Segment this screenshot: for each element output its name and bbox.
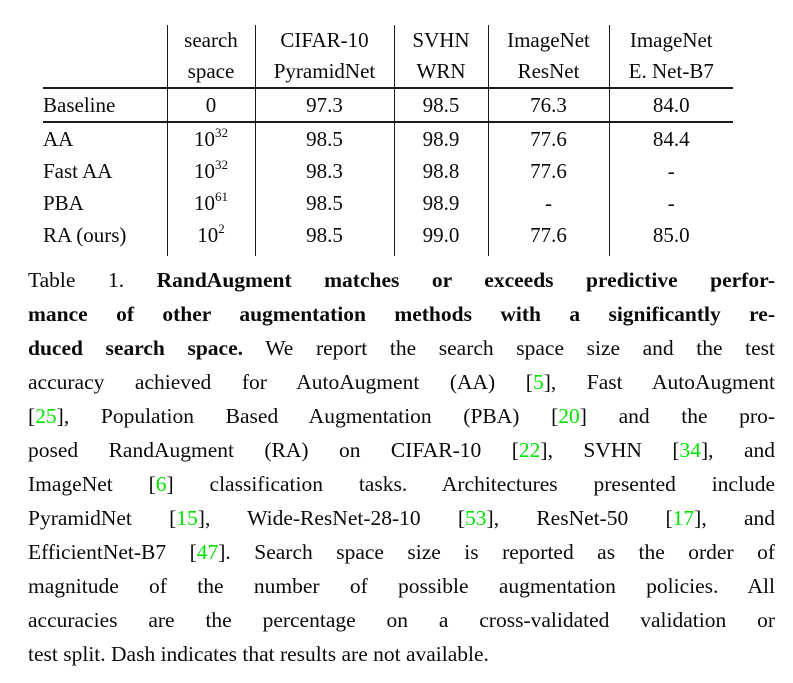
citation-link[interactable]: [25] <box>28 404 64 428</box>
cell-search-space <box>167 187 255 219</box>
search-space-base: 10 <box>194 126 215 151</box>
caption-text-run: ImageNet <box>28 472 149 496</box>
caption-line <box>28 297 775 331</box>
citation-number: 47 <box>196 540 219 564</box>
search-space-exponent: 32 <box>215 124 228 140</box>
caption-text-run: . Search space size is reported as the order of <box>225 540 775 564</box>
caption-line <box>28 365 775 399</box>
caption-text-run: magnitude of the number of possible augmentation policies. All <box>28 574 775 598</box>
search-space-exponent: 32 <box>215 156 228 172</box>
caption-text-run: , ResNet-50 <box>493 506 666 530</box>
caption-line <box>28 637 775 671</box>
caption-text-run: , Population Based Augmentation (PBA) <box>63 404 552 428</box>
caption-line <box>28 603 775 637</box>
search-space-base: 0 <box>205 92 217 117</box>
table-caption <box>28 263 775 671</box>
caption-text-run: mance of other augmentation methods with a significantly re- <box>28 302 775 326</box>
citation-number: 20 <box>558 404 580 428</box>
caption-text-run: , Wide-ResNet-28-10 <box>204 506 458 530</box>
citation-link[interactable]: [34] <box>672 438 709 462</box>
citation-link[interactable]: [6] <box>148 472 174 496</box>
search-space-base: 10 <box>197 222 219 247</box>
cell-imagenet-resnet: 76.3 <box>488 88 609 122</box>
caption-line <box>28 399 775 433</box>
cell-svhn: 98.5 <box>394 88 488 122</box>
col-header-line2: space <box>187 59 235 83</box>
col-header-line1: ImageNet <box>629 28 713 52</box>
row-label: RA (ours) <box>43 222 127 247</box>
citation-link[interactable]: [5] <box>525 370 551 394</box>
caption-text-run: PyramidNet <box>28 506 170 530</box>
col-header-line1: SVHN <box>412 28 470 52</box>
cell-imagenet-enetb7: 84.0 <box>609 88 733 122</box>
caption-text-run: test split. Dash indicates that results are not available. <box>28 642 489 666</box>
results-table-area <box>43 25 733 256</box>
results-table <box>43 25 733 256</box>
col-header-imagenet-enetb7 <box>609 25 733 88</box>
caption-line <box>28 569 775 603</box>
cell-cifar10: 97.3 <box>255 88 394 122</box>
col-header-line1: ImageNet <box>507 28 590 52</box>
caption-text-run: RandAugment matches or exceeds predictive perfor- <box>156 268 775 292</box>
caption-line <box>28 535 775 569</box>
citation-link[interactable]: [15] <box>169 506 205 530</box>
caption-text-run: classification tasks. Architectures presented include <box>173 472 775 496</box>
table-row <box>43 187 733 219</box>
caption-line <box>28 501 775 535</box>
cell-imagenet-enetb7: - <box>609 187 733 219</box>
citation-number: 6 <box>155 472 167 496</box>
citation-number: 34 <box>679 438 701 462</box>
caption-line <box>28 433 775 467</box>
cell-imagenet-resnet: 77.6 <box>488 219 609 256</box>
col-header-line2: WRN <box>416 59 466 83</box>
citation-link[interactable]: [17] <box>665 506 702 530</box>
row-label: Baseline <box>43 88 167 122</box>
cell-search-space <box>167 88 255 122</box>
caption-text-run: accuracies are the percentage on a cross-validated validation or <box>28 608 775 632</box>
caption-text-run: and the pro- <box>586 404 775 428</box>
citation-number: 15 <box>176 506 198 530</box>
table-row <box>43 155 733 187</box>
col-header-search-space <box>167 25 255 88</box>
table-row <box>43 88 733 122</box>
cell-imagenet-resnet: 77.6 <box>488 155 609 187</box>
cell-imagenet-enetb7: 85.0 <box>609 219 733 256</box>
table-row <box>43 122 733 155</box>
caption-text-run: accuracy achieved for AutoAugment (AA) <box>28 370 526 394</box>
cell-svhn: 98.9 <box>394 122 488 155</box>
cell-imagenet-resnet: - <box>488 187 609 219</box>
caption-text-run: Table 1. <box>28 268 157 292</box>
citation-number: 25 <box>35 404 57 428</box>
cell-svhn: 98.9 <box>394 187 488 219</box>
col-header-cifar10-pyramidnet <box>255 25 394 88</box>
cell-cifar10: 98.5 <box>255 187 394 219</box>
row-label: Fast AA <box>43 158 113 183</box>
row-label: AA <box>43 126 74 151</box>
caption-text-run: posed RandAugment (RA) on CIFAR-10 <box>28 438 512 462</box>
col-header-line2: PyramidNet <box>273 59 376 83</box>
citation-number: 53 <box>465 506 487 530</box>
col-header-svhn-wrn <box>394 25 488 88</box>
citation-number: 22 <box>518 438 541 462</box>
col-header-line1: CIFAR-10 <box>280 28 369 52</box>
search-space-base: 10 <box>194 190 215 215</box>
row-label: PBA <box>43 190 84 215</box>
caption-text-run: duced search space. <box>28 336 244 360</box>
caption-text-run: , Fast AutoAugment <box>550 370 775 394</box>
search-space-base: 10 <box>194 158 215 183</box>
cell-cifar10: 98.5 <box>255 219 394 256</box>
citation-link[interactable]: [47] <box>189 540 226 564</box>
caption-line <box>28 263 775 297</box>
citation-number: 17 <box>672 506 695 530</box>
cell-search-space <box>167 155 255 187</box>
col-header-method <box>43 25 167 88</box>
cell-search-space <box>167 219 255 256</box>
caption-text-run: We report the search space size and the test <box>243 336 775 360</box>
cell-imagenet-enetb7: 84.4 <box>609 122 733 155</box>
citation-link[interactable]: [20] <box>551 404 587 428</box>
cell-search-space <box>167 122 255 155</box>
cell-cifar10: 98.5 <box>255 122 394 155</box>
col-header-line2: E. Net-B7 <box>628 59 714 83</box>
col-header-line2: ResNet <box>517 59 580 83</box>
caption-text-run: , and <box>701 506 775 530</box>
cell-svhn: 99.0 <box>394 219 488 256</box>
cell-svhn: 98.8 <box>394 155 488 187</box>
citation-number: 5 <box>532 370 544 394</box>
search-space-exponent: 2 <box>218 220 225 236</box>
caption-text-run: , SVHN <box>547 438 673 462</box>
cell-cifar10: 98.3 <box>255 155 394 187</box>
citation-link[interactable]: [53] <box>457 506 494 530</box>
header-row <box>43 25 733 88</box>
cell-imagenet-resnet: 77.6 <box>488 122 609 155</box>
caption-line <box>28 467 775 501</box>
results-table-body <box>43 88 733 256</box>
citation-link[interactable]: [22] <box>511 438 548 462</box>
table-row <box>43 219 733 256</box>
search-space-exponent: 61 <box>215 188 228 204</box>
col-header-line1: search <box>184 28 238 52</box>
caption-text-run: , and <box>708 438 775 462</box>
caption-text-run: EfficientNet-B7 <box>28 540 190 564</box>
col-header-imagenet-resnet <box>488 25 609 88</box>
caption-line <box>28 331 775 365</box>
cell-imagenet-enetb7: - <box>609 155 733 187</box>
